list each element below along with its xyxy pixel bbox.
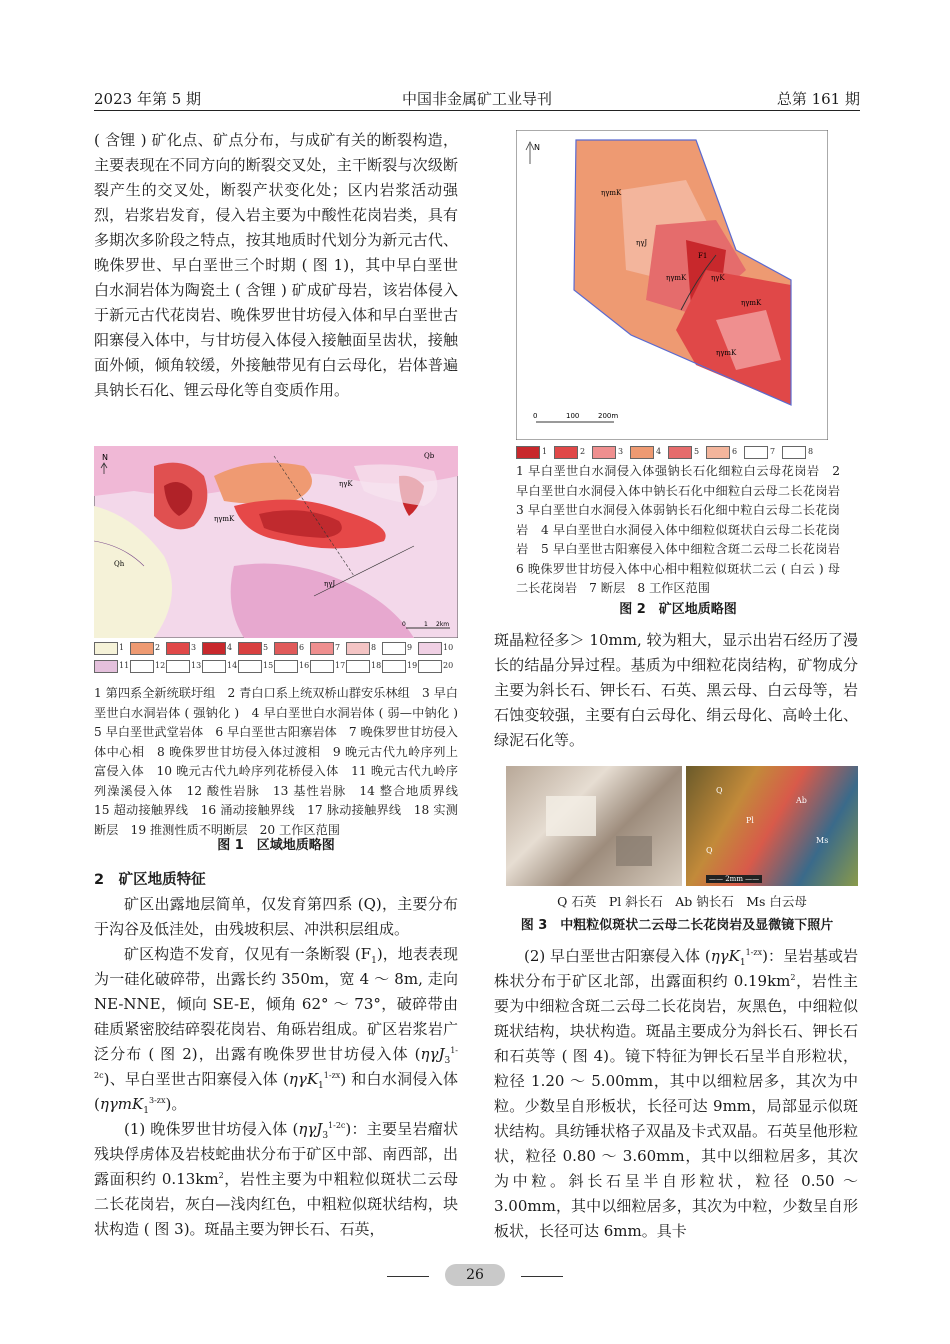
- legend-number: 4: [227, 643, 233, 652]
- legend2-number: 4: [656, 447, 662, 456]
- micro-label-ms: Ms: [816, 836, 829, 845]
- scale2-1: 100: [566, 412, 580, 420]
- legend-swatch: [346, 660, 370, 673]
- figure-3-hand-specimen: [506, 766, 682, 886]
- legend-number: 14: [227, 661, 238, 670]
- scale2-0: 0: [533, 412, 538, 420]
- legend-number: 12: [155, 661, 166, 670]
- header-total-issue: 总第 161 期: [776, 90, 860, 108]
- map2-label-6: ηγmK: [716, 349, 737, 357]
- legend-swatch: [202, 660, 226, 673]
- figure-2-caption: 1 早白垩世白水洞侵入体强钠长石化细粒白云母花岗岩 2 早白垩世白水洞侵入体中钠长石化中细粒白云母二长花岗岩 3 早白垩世白水洞侵入体弱钠长石化细中粒白云母二长花岗岩 4 早白垩世白水洞侵入体中细粒似斑状白云母二长花岗岩 5 早白垩世古阳寨侵入体中细粒含斑二云母二长花岗岩 6 晚侏罗世甘坊侵入体中心相中粗粒似斑状二云 ( 白云 ) 母二长花岗岩 7 断层 8 工作区范围: [516, 464, 853, 595]
- legend-swatch: [238, 660, 262, 673]
- figure-1-svg: [94, 446, 458, 638]
- legend-number: 8: [371, 643, 377, 652]
- para-structure: 矿区构造不发育，仅见有一条断裂 $(F_1)$，地表表现为一硅化破碎带，出露长约 350m，宽 4 ～ 8m, 走向 NE-NNE，倾向 SE-E，倾角 62° ～ 73°，破碎带由硅质紧密胶结碎裂花岗岩、角砾岩组成。矿区岩浆岩广泛分布 ( 图 2)，出露有晚侏罗世甘坊侵入体 (ηγJ$_3^{1-2c}$)、早白垩世古阳寨侵入体 (ηγK$_1^{1-zx}$) 和白水洞侵入体 (ηγmK$_1^{3-zx}$)。: [94, 945, 458, 1116]
- legend-number: 15: [263, 661, 274, 670]
- map2-label-fault: F1: [698, 252, 708, 260]
- figure-1-legend: [94, 640, 458, 676]
- legend-swatch: [94, 660, 118, 673]
- legend2-number: 6: [732, 447, 738, 456]
- legend-number: 6: [299, 643, 305, 652]
- map2-label-3: ηγmK: [666, 274, 687, 282]
- legend-swatch: [238, 642, 262, 655]
- scale2-2: 200m: [598, 412, 619, 420]
- micro-label-pl: Pl: [746, 816, 754, 825]
- legend-swatch: [382, 642, 406, 655]
- legend-swatch: [274, 642, 298, 655]
- legend2-swatch: [744, 446, 768, 459]
- map2-label-1: ηγmK: [601, 189, 622, 197]
- legend-number: 7: [335, 643, 341, 652]
- scale-0: 0: [402, 621, 406, 628]
- figure-2-title: 图 2 矿区地质略图: [619, 602, 737, 617]
- legend-number: 16: [299, 661, 310, 670]
- legend-swatch: [310, 642, 334, 655]
- feldspar-phenocryst: [546, 796, 596, 836]
- right-paragraph-5: 斑晶粒径多＞ 10mm, 较为粗大，显示出岩石经历了漫长的结晶分异过程。基质为中细粒花岗结构，矿物成分主要为斜长石、钾长石、石英、黑云母、白云母等，岩石蚀变较强，主要有白云母化、绢云母化、高岭土化、绿泥石化等。: [494, 631, 858, 749]
- legend2-swatch: [516, 446, 540, 459]
- figure-2-legend: [516, 444, 828, 460]
- micro-scale: —— 2mm ——: [706, 875, 762, 883]
- legend-number: 19: [407, 661, 418, 670]
- legend2-number: 1: [542, 447, 548, 456]
- section-title: 2 矿区地质特征: [94, 872, 206, 888]
- quartz-grain: [616, 836, 652, 866]
- legend-swatch: [310, 660, 334, 673]
- left-paragraph-1: ( 含锂 ) 矿化点、矿点分布，与成矿有关的断裂构造，主要表现在不同方向的断裂交叉处，主干断裂与次级断裂产生的交叉处，断裂产状变化处；区内岩浆活动强烈，岩浆岩发育，侵入岩主要为中酸性花岗岩类，具有多期次多阶段之特点，按其地质时代划分为新元古代、晚侏罗世、早白垩世三个时期 ( 图 1)，其中早白垩世白水洞岩体为陶瓷土 ( 含锂 ) 矿成矿母岩，该岩体侵入于新元古代花岗岩、晚侏罗世甘坊侵入体和早白垩世古阳寨侵入体中，与甘坊侵入体侵入接触面呈齿状，接触面外倾，倾角较缓，外接触带见有白云母化，岩体普遍具钠长石化、锂云母化等自变质作用。: [94, 131, 458, 399]
- legend-number: 11: [119, 661, 130, 670]
- map2-label-2: ηγJ: [636, 239, 648, 247]
- legend-number: 3: [191, 643, 197, 652]
- legend-swatch: [382, 660, 406, 673]
- page-line-left: [387, 1276, 429, 1277]
- map-label-1: Qh: [114, 560, 125, 568]
- scale-1: 1: [424, 621, 428, 628]
- legend-number: 1: [119, 643, 125, 652]
- map-label-3: ηγJ: [324, 580, 336, 588]
- legend-swatch: [130, 642, 154, 655]
- legend-number: 20: [443, 661, 454, 670]
- north-arrow-label: N: [102, 453, 108, 462]
- figure-1-title: 图 1 区域地质略图: [217, 838, 335, 853]
- legend-number: 13: [191, 661, 202, 670]
- right-paragraph-6: (2) 早白垩世古阳寨侵入体 (ηγK$_1^{1-zx}$)：呈岩基或岩株状分布于矿区北部，出露面积约 $0.19km^2$，岩性主要为中细粒含斑二云母二长花岗岩，灰黑色，中细粒似斑状结构，块状构造。斑晶主要成分为斜长石、钾长石和石英等 ( 图 4)。镜下特征为钾长石呈半自形粒状，粒径 1.20 ～ 5.00mm，其中以细粒居多，其次为中粒。少数呈自形板状，长径可达 9mm，局部显示似斑状结构。具纺锤状格子双晶及卡式双晶。石英呈他形粒状，粒径 0.80 ～ 3.60mm，其中以细粒居多，其次为中粒。斜长石呈半自形粒状，粒径 0.50 ～ 3.00mm，其中以细粒居多，其次为中粒，少数呈自形板状，长径可达 6mm。具卡: [494, 947, 858, 1240]
- map2-label-4: ηγK: [711, 274, 725, 282]
- micro-label-q: Q: [716, 786, 723, 795]
- legend-number: 10: [443, 643, 454, 652]
- map2-label-5: ηγmK: [741, 299, 762, 307]
- legend-number: 17: [335, 661, 346, 670]
- legend2-number: 3: [618, 447, 624, 456]
- legend2-number: 8: [808, 447, 814, 456]
- para-ganfang: (1) 晚侏罗世甘坊侵入体 (ηγJ$_3^{1-2c}$)：主要呈岩瘤状残块俘虏体及岩枝蛇曲状分布于矿区中部、南西部，出露面积约 $0.13km^2$，岩性主要为中粗粒似斑状二云母二长花岗岩，灰白—浅肉红色，中粗粒似斑状结构，块状构造 ( 图 3)。斑晶主要为钾长石、石英，: [94, 1120, 458, 1238]
- legend2-swatch: [782, 446, 806, 459]
- legend-swatch: [94, 642, 118, 655]
- figure-1-caption: 1 第四系全新统联圩组 2 青白口系上统双桥山群安乐林组 3 早白垩世白水洞岩体 ( 强钠化 ) 4 早白垩世白水洞岩体 ( 弱—中钠化 ) 5 早白垩世武堂岩体 6 早白垩世古阳寨岩体 7 晚侏罗世甘坊侵入体中心相 8 晚侏罗世甘坊侵入体过渡相 9 晚元古代九岭序列上富侵入体 10 晚元古代九岭序列花桥侵入体 11 晚元古代九岭序列澡溪侵入体 12 酸性岩脉 13 基性岩脉 14 整合地质界线 15 超动接触界线 16 涌动接触界线 17 脉动接触界线 18 实测断层 19 推测性质不明断层 20 工作区范围: [94, 686, 471, 837]
- page-number: 26: [445, 1264, 505, 1286]
- legend-swatch: [202, 642, 226, 655]
- north-label-2: N: [534, 143, 540, 152]
- legend-swatch: [166, 660, 190, 673]
- page-line-right: [521, 1276, 563, 1277]
- legend2-number: 5: [694, 447, 700, 456]
- micro-label-ab: Ab: [796, 796, 807, 805]
- legend-number: 5: [263, 643, 269, 652]
- scale-2: 2km: [436, 621, 450, 628]
- legend-number: 9: [407, 643, 413, 652]
- legend-number: 2: [155, 643, 161, 652]
- legend-swatch: [346, 642, 370, 655]
- legend-swatch: [274, 660, 298, 673]
- figure-3-title: 图 3 中粗粒似斑状二云母二长花岗岩及显微镜下照片: [520, 918, 834, 933]
- figure-2-svg: [516, 130, 828, 440]
- header-journal: 中国非金属矿工业导刊: [401, 90, 552, 108]
- figure-3-legend: Q 石英 Pl 斜长石 Ab 钠长石 Ms 白云母: [557, 894, 807, 909]
- legend-swatch: [418, 660, 442, 673]
- legend-number: 18: [371, 661, 382, 670]
- figure-2-map: [516, 130, 828, 440]
- legend-swatch: [418, 642, 442, 655]
- legend-swatch: [130, 660, 154, 673]
- micro-label-q2: Q: [706, 846, 713, 855]
- map-label-5: Qb: [424, 452, 435, 460]
- legend2-swatch: [554, 446, 578, 459]
- legend-swatch: [166, 642, 190, 655]
- map-label-4: ηγmK: [214, 515, 235, 523]
- header-issue: 2023 年第 5 期: [94, 90, 202, 108]
- figure-3-micrograph: [686, 766, 858, 886]
- figure-1-map: [94, 446, 458, 638]
- legend2-swatch: [668, 446, 692, 459]
- page-header: [94, 88, 860, 111]
- legend2-number: 2: [580, 447, 586, 456]
- legend2-swatch: [630, 446, 654, 459]
- legend2-swatch: [706, 446, 730, 459]
- legend2-number: 7: [770, 447, 776, 456]
- map-label-2: ηγK: [339, 480, 353, 488]
- para-strata: 矿区出露地层简单，仅发育第四系 (Q)，主要分布于沟谷及低洼处，由残坡积层、冲洪积层组成。: [94, 895, 458, 938]
- legend2-swatch: [592, 446, 616, 459]
- left-paragraphs-2: [94, 892, 458, 1242]
